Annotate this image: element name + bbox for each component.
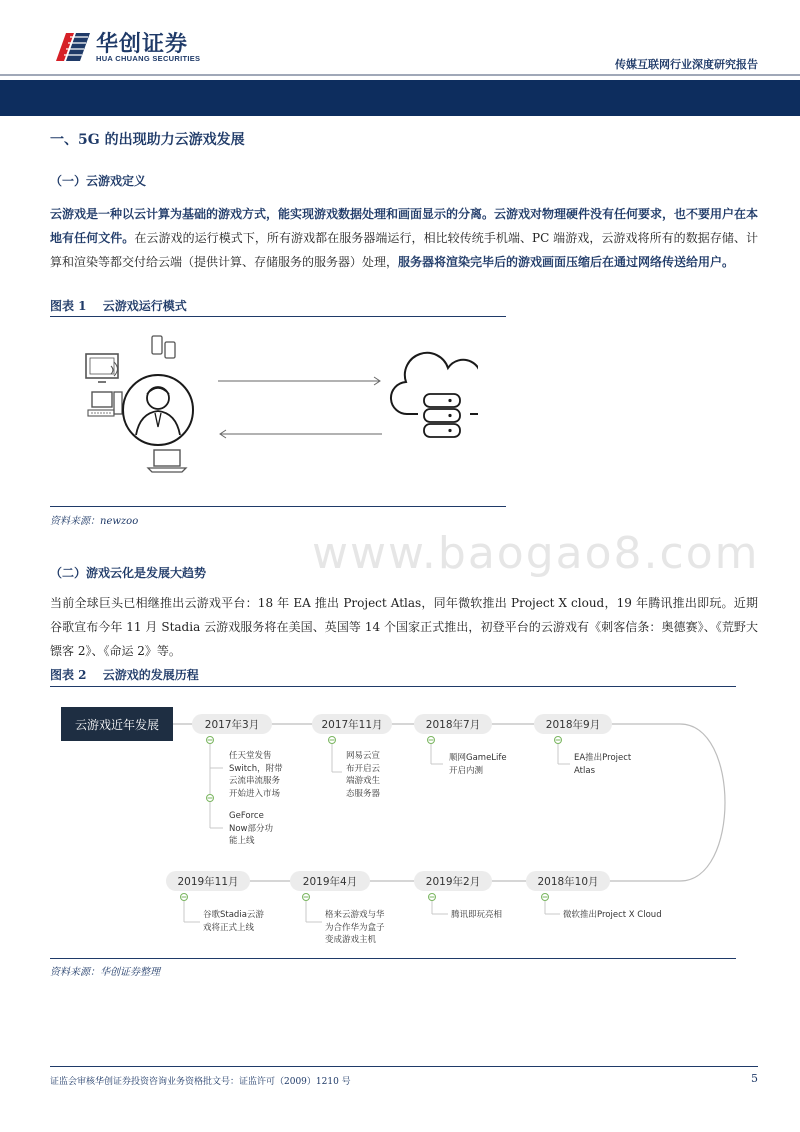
arrow-right-icon [218, 377, 380, 385]
figure2-source: 资料来源：华创证券整理 [50, 967, 160, 978]
definition-bold-lead: 云游戏是一种以云计算为基础的游戏方式，能实现游戏数据处理和画面显示的分离。云游戏对物理硬件没有任何要求，也不要用户在本地有任何文件。 [50, 207, 759, 245]
report-type: 传媒互联网行业深度研究报告 [615, 58, 758, 71]
footer-divider [50, 1066, 758, 1067]
logo-chinese-name: 华创证券 [96, 32, 189, 57]
desktop-pc-icon [88, 392, 122, 416]
timeline-date: 2019年4月 [290, 871, 370, 891]
timeline-event: 网易云宣 布开启云 端游戏生 态服务器 [346, 751, 381, 799]
figure1-source: 资料来源：newzoo [50, 516, 139, 527]
figure2-title: 图表 2 云游戏的发展历程 [50, 668, 199, 682]
timeline-date: 2017年11月 [312, 714, 392, 734]
phones-icon [152, 336, 175, 358]
footer-license: 证监会审核华创证券投资咨询业务资格批文号：证监许可（2009）1210 号 [50, 1077, 351, 1087]
watermark-text: www.baogao8.com [312, 528, 760, 579]
section-title: 一、5G 的出现助力云游戏发展 [50, 132, 245, 148]
figure2-top-rule [50, 686, 736, 687]
timeline-event: EA推出Project Atlas [574, 753, 632, 776]
timeline-date: 2018年9月 [534, 714, 612, 734]
cloud-server-icon [391, 353, 478, 437]
trend-paragraph: 当前全球巨头已相继推出云游戏平台：18 年 EA 推出 Project Atlas，同年微软推出 Project X cloud，19 年腾讯推出即玩。近期谷歌宣布今年 11 月 Stadia 云游戏服务将在美国、英国等 14 个国家正式推出，初登平台的云游戏有《刺客信条：奥德赛》、《荒野大镖客 2》、《命运 2》等。 [50, 596, 758, 658]
company-logo [50, 27, 210, 67]
header-divider [0, 74, 800, 76]
timeline-tag: 云游戏近年发展 [61, 707, 173, 741]
user-icon [123, 375, 193, 445]
timeline-event: 谷歌Stadia云游 戏将正式上线 [203, 910, 264, 933]
timeline-event: GeForce Now部分功 能上线 [229, 811, 274, 846]
timeline-event: 顺网GameLife 开启内测 [449, 753, 507, 776]
timeline-event: 格来云游戏与华 为合作华为盒子 变成游戏主机 [325, 910, 385, 945]
logo-english-name: HUA CHUANG SECURITIES [96, 54, 201, 63]
figure1-top-rule [50, 316, 506, 317]
timeline-date: 2017年3月 [192, 714, 272, 734]
figure1-bottom-rule [50, 506, 506, 507]
logo-mark-icon [50, 29, 92, 63]
timeline-event: 任天堂发售 Switch，附带 云流串流服务 开始进入市场 [229, 751, 283, 799]
timeline-event: 腾讯即玩亮相 [451, 910, 503, 920]
definition-body: 在云游戏的运行模式下，所有游戏都在服务器端运行，相比较传统手机端、PC 端游戏，云游戏将所有的数据存储、计算和渲染等都交付给云端（提供计算、存储服务的服务器）处理， [50, 231, 758, 269]
cloud-gaming-diagram [78, 330, 478, 480]
subsection-title-trend: （二）游戏云化是发展大趋势 [50, 566, 207, 580]
page-number: 5 [751, 1072, 758, 1085]
arrow-left-icon [220, 430, 382, 438]
figure2-bottom-rule [50, 958, 736, 959]
subsection-title-definition: （一）云游戏定义 [50, 174, 147, 188]
timeline-event: 微软推出Project X Cloud [563, 910, 662, 920]
monitor-icon [86, 354, 118, 382]
definition-paragraph [50, 202, 758, 274]
figure1-title: 图表 1 云游戏运行模式 [50, 299, 187, 313]
page-header [0, 0, 800, 118]
timeline-date: 2018年7月 [414, 714, 492, 734]
header-band [0, 80, 800, 116]
definition-bold-tail: 服务器将渲染完毕后的游戏画面压缩后在通过网络传送给用户。 [398, 255, 735, 269]
timeline-date: 2019年11月 [166, 871, 250, 891]
timeline-date: 2019年2月 [414, 871, 492, 891]
laptop-icon [148, 450, 186, 472]
timeline-date: 2018年10月 [526, 871, 610, 891]
